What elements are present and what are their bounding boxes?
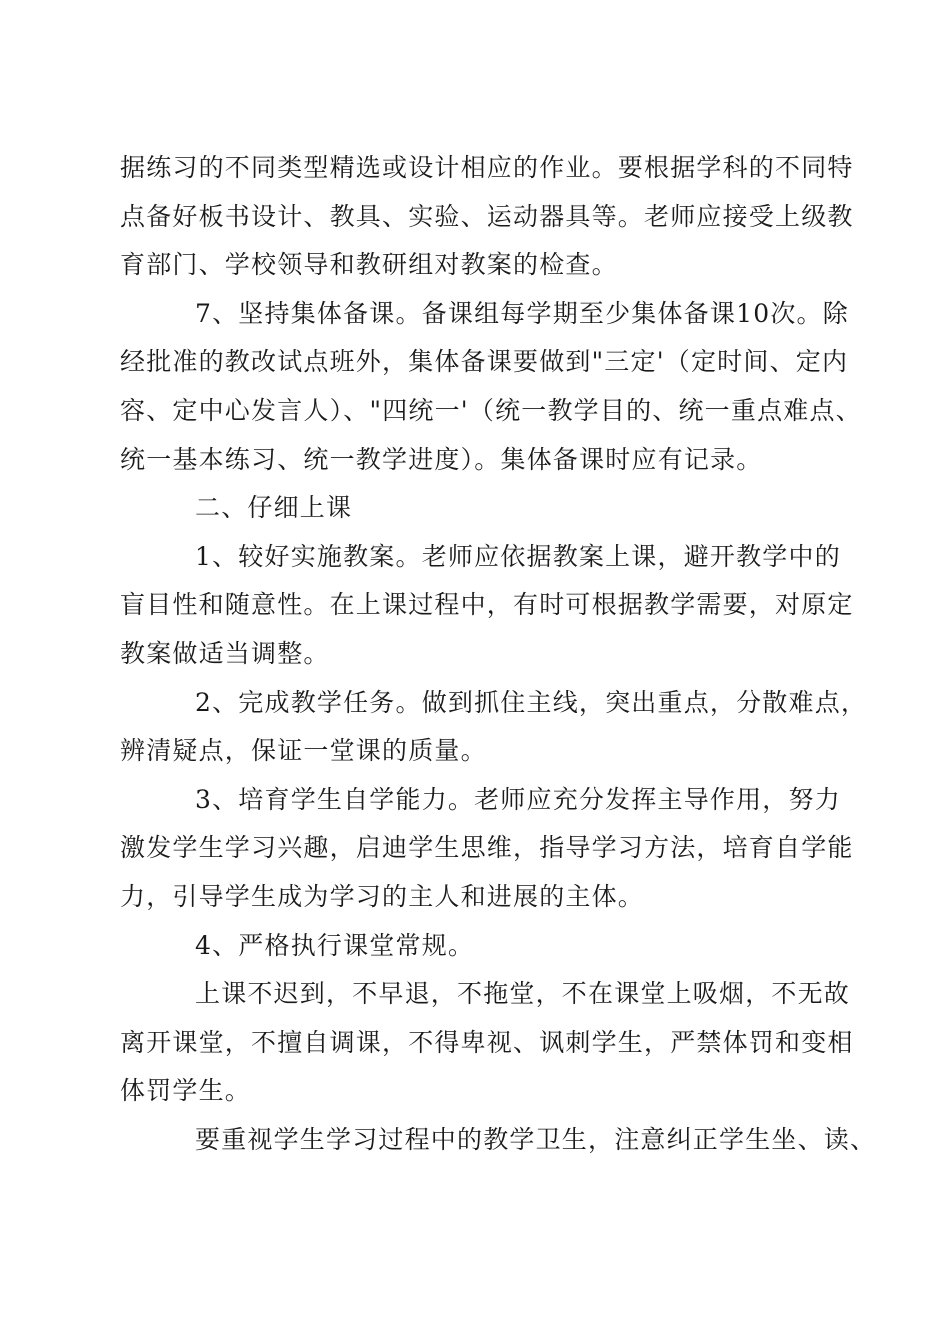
- text-line: 2、完成教学任务。做到抓住主线，突出重点，分散难点，: [195, 687, 868, 717]
- text-line: 上课不迟到，不早退，不拖堂，不在课堂上吸烟，不无故: [195, 979, 851, 1009]
- text-line: 激发学生学习兴趣，启迪学生思维，指导学习方法，培育自学能: [120, 833, 854, 863]
- text-line: 统一基本练习、统一教学进度）。集体备课时应有记录。: [120, 444, 763, 474]
- text-line: 离开课堂，不擅自调课，不得卑视、讽刺学生，严禁体罚和变相: [120, 1027, 854, 1057]
- text-line: 3、培育学生自学能力。老师应充分发挥主导作用，努力: [195, 784, 841, 814]
- text-line: 点备好板书设计、教具、实验、运动器具等。老师应接受上级教: [120, 201, 854, 231]
- text-line: 要重视学生学习过程中的教学卫生，注意纠正学生坐、读、: [195, 1124, 877, 1154]
- text-line: 经批准的教改试点班外，集体备课要做到"三定'（定时间、定内: [120, 347, 849, 377]
- text-line: 据练习的不同类型精选或设计相应的作业。要根据学科的不同特: [120, 153, 854, 182]
- text-line: 育部门、学校领导和教研组对教案的检查。: [120, 250, 618, 280]
- text-line: 教案做适当调整。: [120, 638, 330, 668]
- text-line: 7、坚持集体备课。备课组每学期至少集体备课10次。除: [195, 298, 849, 328]
- document-body: [120, 144, 877, 1164]
- text-line: 容、定中心发言人）、"四统一'（统一教学目的、统一重点难点、: [120, 395, 862, 425]
- text-line: 4、严格执行课堂常规。: [195, 930, 475, 960]
- text-line: 辨清疑点，保证一堂课的质量。: [120, 736, 487, 766]
- text-line: 力，引导学生成为学习的主人和进展的主体。: [120, 881, 645, 911]
- text-line: 二、仔细上课: [195, 493, 353, 523]
- text-line: 1、较好实施教案。老师应依据教案上课，避开教学中的: [195, 541, 841, 571]
- text-line: 盲目性和随意性。在上课过程中，有时可根据教学需要，对原定: [120, 590, 854, 620]
- text-line: 体罚学生。: [120, 1076, 252, 1106]
